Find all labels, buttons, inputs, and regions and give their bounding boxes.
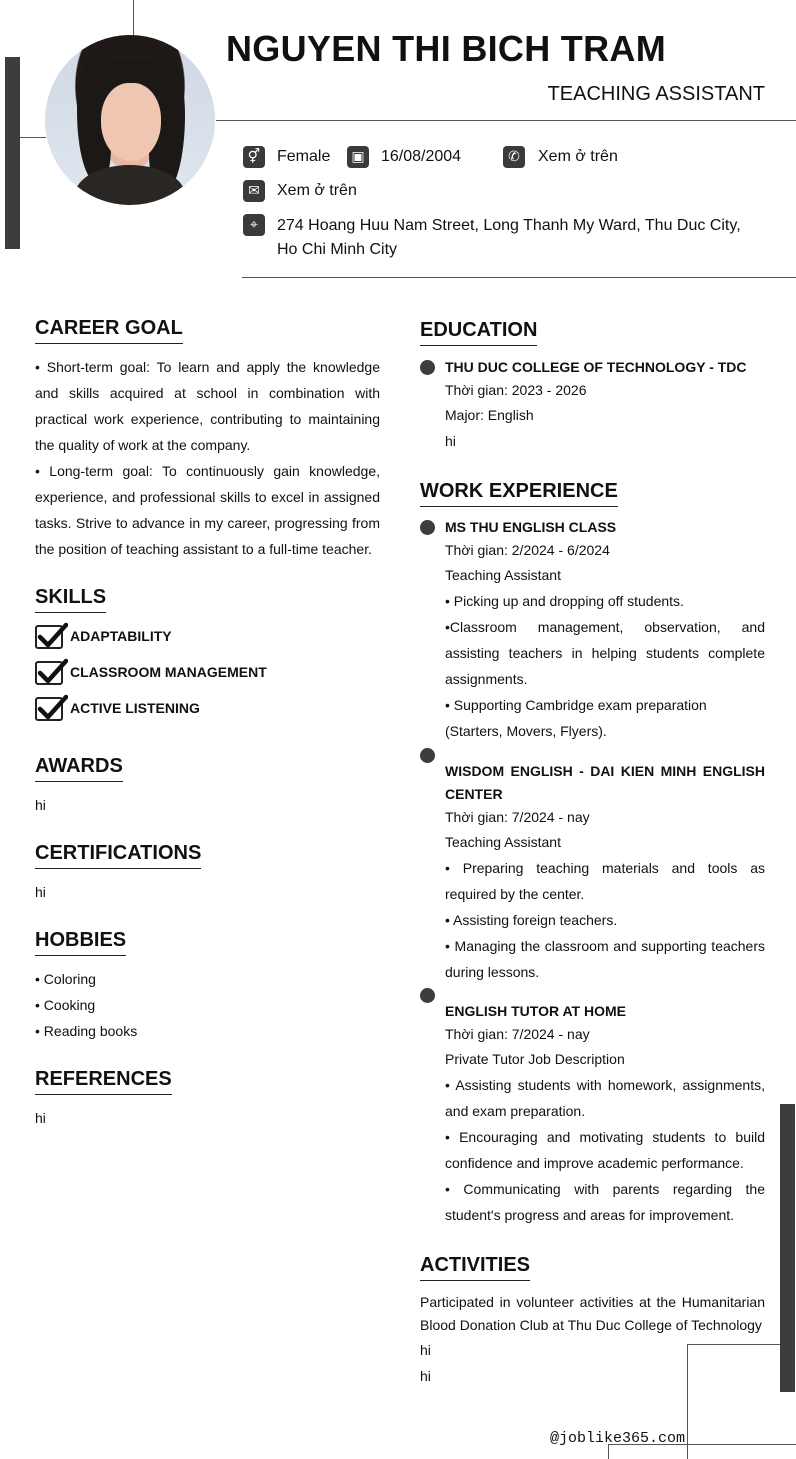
references-text: hi xyxy=(35,1110,46,1126)
work-company: ENGLISH TUTOR AT HOME xyxy=(445,1003,626,1019)
birthday-value: 16/08/2004 xyxy=(381,148,462,165)
email-icon: ✉ xyxy=(243,180,265,202)
timeline-dot xyxy=(420,360,435,375)
avatar xyxy=(45,35,215,205)
skill-item-adaptability: ADAPTABILITY xyxy=(70,628,172,644)
education-note: hi xyxy=(445,433,456,449)
awards-title: AWARDS xyxy=(35,755,123,782)
education-school: THU DUC COLLEGE OF TECHNOLOGY - TDC xyxy=(445,359,747,375)
skills-title: SKILLS xyxy=(35,586,106,613)
education-title: EDUCATION xyxy=(420,319,537,346)
work-time: Thời gian: 7/2024 - nay xyxy=(445,809,590,825)
work-bullet: • Picking up and dropping off students. xyxy=(445,593,684,609)
work-role: Teaching Assistant xyxy=(445,567,561,583)
work-entry xyxy=(445,1000,765,1228)
education-entry xyxy=(445,356,765,454)
work-bullet: • Encouraging and motivating students to build confidence and improve academic performance. xyxy=(445,1129,765,1171)
work-role: Private Tutor Job Description xyxy=(445,1051,625,1067)
activities-note: hi xyxy=(420,1342,431,1358)
work-bullet: • Preparing teaching materials and tools as required by the center. xyxy=(445,860,765,902)
gender-icon: ⚥ xyxy=(243,146,265,168)
address-value: 274 Hoang Huu Nam Street, Long Thanh My Ward, Thu Duc City, Ho Chi Minh City xyxy=(277,217,741,258)
hobby-item: • Reading books xyxy=(35,1023,138,1039)
activities-note: hi xyxy=(420,1368,431,1384)
activities-body xyxy=(420,1291,765,1389)
skill-item-classroom-management: CLASSROOM MANAGEMENT xyxy=(70,664,267,680)
work-bullet: • Communicating with parents regarding the student's progress and areas for improvement. xyxy=(445,1181,765,1223)
references-title: REFERENCES xyxy=(35,1068,172,1095)
skill-item-active-listening: ACTIVE LISTENING xyxy=(70,700,200,716)
education-time: Thời gian: 2023 - 2026 xyxy=(445,382,587,398)
header-divider-bottom xyxy=(242,277,796,278)
work-company: WISDOM ENGLISH - DAI KIEN MINH ENGLISH CENTER xyxy=(445,763,765,802)
timeline-dot xyxy=(420,748,435,763)
candidate-name: NGUYEN THI BICH TRAM xyxy=(226,28,666,69)
watermark: @joblike365.com xyxy=(550,1430,686,1447)
email-value: Xem ở trên xyxy=(277,182,357,199)
work-bullet: •Classroom management, observation, and assisting teachers in helping students complete assignments. xyxy=(445,619,765,687)
career-goal-title: CAREER GOAL xyxy=(35,317,183,344)
candidate-position: TEACHING ASSISTANT xyxy=(547,83,765,105)
work-entry xyxy=(445,760,765,985)
work-experience-title: WORK EXPERIENCE xyxy=(420,480,618,507)
hobby-item: • Cooking xyxy=(35,997,96,1013)
checkbox-icon xyxy=(35,697,63,721)
awards-text: hi xyxy=(35,797,46,813)
left-accent-bar xyxy=(5,57,20,249)
calendar-icon: ▣ xyxy=(347,146,369,168)
checkbox-icon xyxy=(35,661,63,685)
hobbies-title: HOBBIES xyxy=(35,929,126,956)
work-company: MS THU ENGLISH CLASS xyxy=(445,519,617,535)
work-time: Thời gian: 2/2024 - 6/2024 xyxy=(445,542,610,558)
career-goal-short-term: • Short-term goal: To learn and apply the knowledge and skills acquired at school in combination with practical work experience, contributing to maintaining the quality of work at the company. xyxy=(35,359,380,453)
career-goal-long-term: • Long-term goal: To continuously gain knowledge, experience, and professional skills to excel in assigned tasks. Strive to advance in my career, progressing from the position of teaching assistant to a full-time teacher. xyxy=(35,463,380,557)
work-bullet: • Managing the classroom and supporting teachers during lessons. xyxy=(445,938,765,980)
certifications-title: CERTIFICATIONS xyxy=(35,842,201,869)
phone-icon: ✆ xyxy=(503,146,525,168)
avatar-connector-line xyxy=(20,137,46,138)
work-entry xyxy=(445,516,765,744)
education-major: Major: English xyxy=(445,407,534,423)
hobbies-list xyxy=(35,966,137,1044)
right-accent-bar xyxy=(780,1104,795,1392)
activities-text: Participated in volunteer activities at the Humanitarian Blood Donation Club at Thu Duc College of Technology xyxy=(420,1294,765,1333)
gender-value: Female xyxy=(277,148,331,165)
location-icon: ⌖ xyxy=(243,214,265,236)
hobby-item: • Coloring xyxy=(35,971,96,987)
activities-title: ACTIVITIES xyxy=(420,1254,530,1281)
timeline-dot xyxy=(420,520,435,535)
certifications-text: hi xyxy=(35,884,46,900)
phone-value: Xem ở trên xyxy=(538,148,618,165)
work-bullet: • Assisting foreign teachers. xyxy=(445,912,618,928)
career-goal-body xyxy=(35,354,380,562)
timeline-dot xyxy=(420,988,435,1003)
work-role: Teaching Assistant xyxy=(445,834,561,850)
work-bullet: • Assisting students with homework, assignments, and exam preparation. xyxy=(445,1077,765,1119)
work-time: Thời gian: 7/2024 - nay xyxy=(445,1026,590,1042)
checkbox-icon xyxy=(35,625,63,649)
work-bullet: • Supporting Cambridge exam preparation (Starters, Movers, Flyers). xyxy=(445,697,707,739)
top-vertical-line xyxy=(133,0,134,36)
header-divider-top xyxy=(216,120,796,121)
